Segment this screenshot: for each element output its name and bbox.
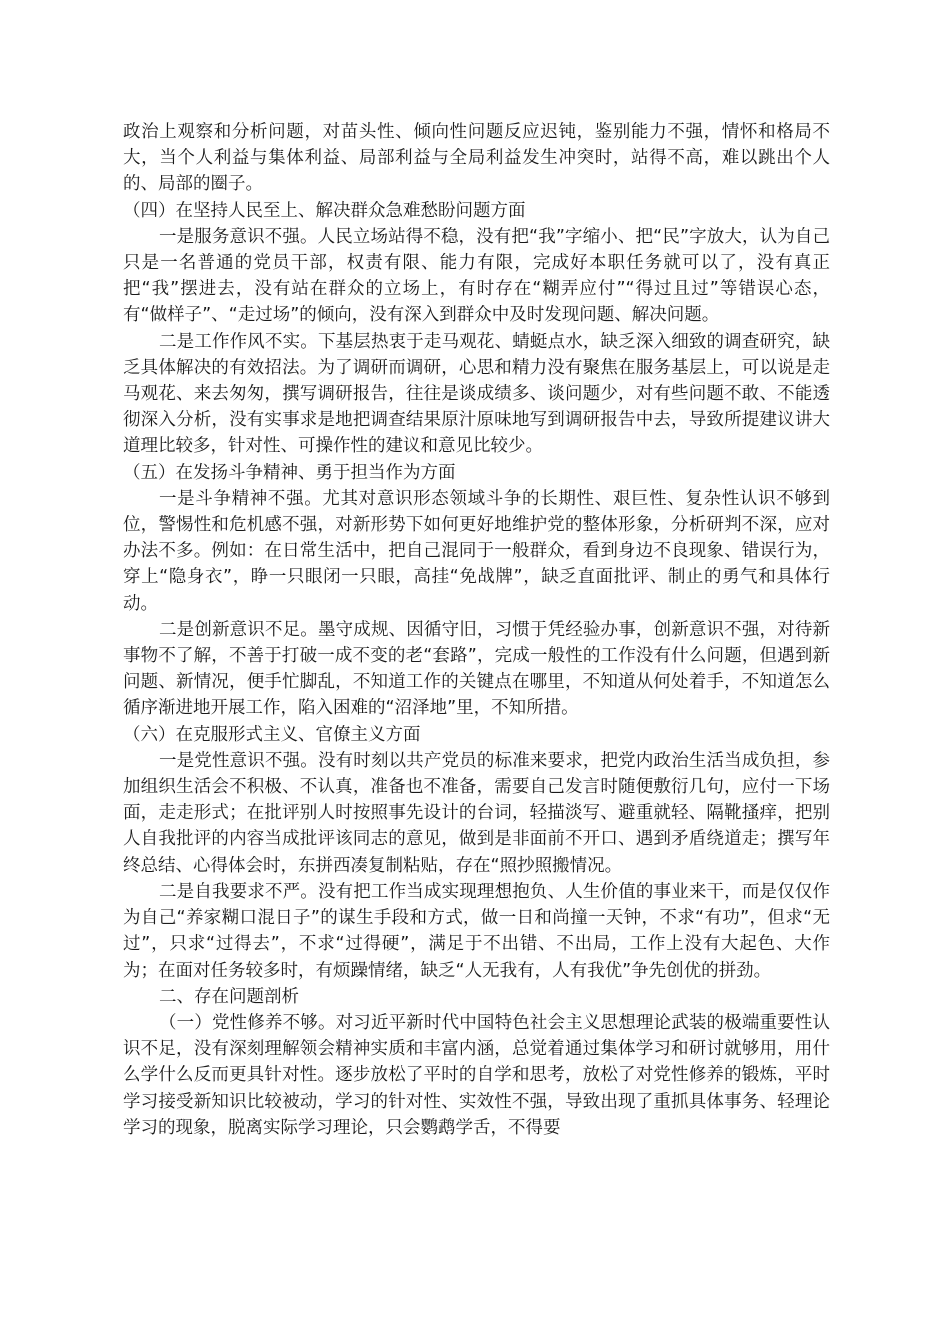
paragraph-struggle-spirit: 一是斗争精神不强。尤其对意识形态领域斗争的长期性、艰巨性、复杂性认识不够到位，警惕性和危机感不强，对新形势下如何更好地维护党的整体形象，分析研判不深，应对办法不多。例如：在日常生活中，把自己混同于一般群众，看到身边不良现象、错误行为，穿上“隐身衣”，睁一只眼闭一只眼，高挂“免战牌”，缺乏直面批评、制止的勇气和具体行动。 (123, 488, 830, 614)
paragraph-party-cultivation: （一）党性修养不够。对习近平新时代中国特色社会主义思想理论武装的极端重要性认识不足，没有深刻理解领会精神实质和丰富内涵，总觉着通过集体学习和研讨就够用，用什么学什么反而更具针对性。逐步放松了平时的自学和思考，放松了对党性修养的锻炼，平时学习接受新知识比较被动，学习的针对性、实效性不强，导致出现了重抓具体事务、轻理论学习的现象，脱离实际学习理论，只会鹦鹉学舌，不得要 (123, 1012, 830, 1138)
section-heading-analysis: 二、存在问题剖析 (159, 986, 299, 1007)
paragraph-party-awareness: 一是党性意识不强。没有时刻以共产党员的标准来要求，把党内政治生活当成负担，参加组织生活会不积极、不认真，准备也不准备，需要自己发言时随便敷衍几句，应付一下场面，走走形式；在批评别人时按照事先设计的台词，轻描淡写、避重就轻、隔靴搔痒，把别人自我批评的内容当成批评该同志的意见，做到是非面前不开口、遇到矛盾绕道走；撰写年终总结、心得体会时，东拼西凑复制粘贴，存在“照抄照搬情况。 (123, 750, 830, 876)
paragraph-service-awareness: 一是服务意识不强。人民立场站得不稳，没有把“我”字缩小、把“民”字放大，认为自己只是一名普通的党员干部，权责有限、能力有限，完成好本职任务就可以了，没有真正把“我”摆进去，没有站在群众的立场上，有时存在“糊弄应付”“得过且过”等错误心态，有“做样子”、“走过场”的倾向，没有深入到群众中及时发现问题、解决问题。 (123, 226, 830, 326)
section-heading-6: （六）在克服形式主义、官僚主义方面 (123, 724, 421, 745)
paragraph-innovation: 二是创新意识不足。墨守成规、因循守旧，习惯于凭经验办事，创新意识不强，对待新事物不了解，不善于打破一成不变的老“套路”，完成一般性的工作没有什么问题，但遇到新问题、新情况，便手忙脚乱，不知道工作的关键点在哪里，不知道从何处着手，不知道怎么循序渐进地开展工作，陷入困难的“沼泽地”里，不知所措。 (123, 619, 830, 719)
document-page (123, 119, 830, 1141)
paragraph-intro-continuation: 政治上观察和分析问题，对苗头性、倾向性问题反应迟钝，鉴别能力不强，情怀和格局不大，当个人利益与集体利益、局部利益与全局利益发生冲突时，站得不高，难以跳出个人的、局部的圈子。 (123, 122, 830, 195)
paragraph-work-style: 二是工作作风不实。下基层热衷于走马观花、蜻蜓点水，缺乏深入细致的调查研究，缺乏具体解决的有效招法。为了调研而调研，心思和精力没有聚焦在服务基层上，可以说是走马观花、来去匆匆，撰写调研报告，往往是谈成绩多、谈问题少，对有些问题不敢、不能透彻深入分析，没有实事求是地把调查结果原汁原味地写到调研报告中去，导致所提建议讲大道理比较多，针对性、可操作性的建议和意见比较少。 (123, 331, 830, 457)
paragraph-self-discipline: 二是自我要求不严。没有把工作当成实现理想抱负、人生价值的事业来干，而是仅仅作为自己“养家糊口混日子”的谋生手段和方式，做一日和尚撞一天钟，不求“有功”，但求“无过”，只求“过得去”，不求“过得硬”，满足于不出错、不出局，工作上没有大起色、大作为；在面对任务较多时，有烦躁情绪，缺乏“人无我有，人有我优”争先创优的拼劲。 (123, 881, 830, 981)
section-heading-5: （五）在发扬斗争精神、勇于担当作为方面 (123, 462, 456, 483)
section-heading-4: （四）在坚持人民至上、解决群众急难愁盼问题方面 (123, 200, 526, 221)
